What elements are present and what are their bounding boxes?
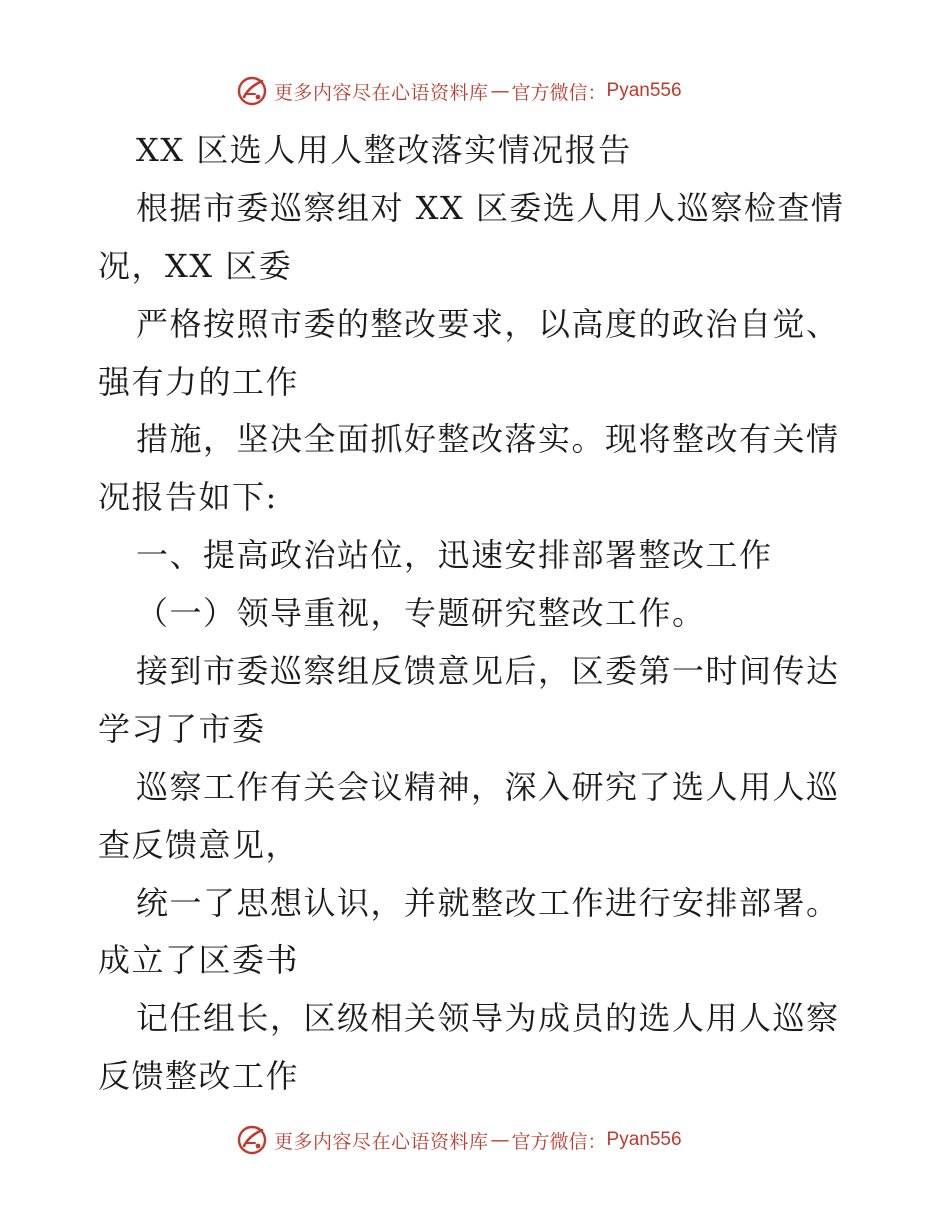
- doc-line: 巡察工作有关会议精神，深入研究了选人用人巡: [136, 767, 840, 806]
- doc-line: 措施，坚决全面抓好整改落实。现将整改有关情: [136, 420, 840, 459]
- watermark-dash: —: [490, 1129, 510, 1151]
- doc-line: 反馈整改工作: [98, 1057, 300, 1096]
- doc-line: 根据市委巡察组对 XX 区委选人用人巡察检查情: [136, 188, 845, 227]
- doc-line: 况，XX 区委: [98, 246, 293, 285]
- doc-line: 强有力的工作: [98, 362, 300, 401]
- document-body: [98, 122, 858, 1106]
- watermark-wechat-id: Pyan556: [606, 1129, 682, 1150]
- watermark-brand-text: 更多内容尽在心语资料库: [274, 81, 489, 104]
- doc-line: 记任组长，区级相关领导为成员的选人用人巡察: [136, 999, 840, 1038]
- doc-line: 严格按照市委的整改要求，以高度的政治自觉、: [136, 304, 840, 343]
- header-watermark: [236, 74, 682, 108]
- watermark-wechat-label: 官方微信：: [511, 81, 607, 104]
- doc-line: 学习了市委: [98, 709, 266, 748]
- doc-line: 统一了思想认识，并就整改工作进行安排部署。: [136, 883, 840, 922]
- watermark-wechat-label: 官方微信：: [511, 1130, 607, 1153]
- watermark-brand-text: 更多内容尽在心语资料库: [274, 1130, 489, 1153]
- doc-line: 一、提高政治站位，迅速安排部署整改工作: [136, 536, 773, 575]
- watermark-dash: —: [490, 80, 510, 102]
- doc-line: 接到市委巡察组反馈意见后，区委第一时间传达: [136, 652, 840, 691]
- doc-line: 况报告如下:: [98, 478, 278, 517]
- doc-line: XX 区选人用人整改落实情况报告: [136, 131, 632, 169]
- watermark-wechat-id: Pyan556: [606, 80, 682, 101]
- doc-line: 成立了区委书: [98, 941, 300, 980]
- doc-line: 查反馈意见，: [98, 825, 300, 864]
- doc-line: （一）领导重视，专题研究整改工作。: [136, 594, 706, 633]
- brand-logo-icon: [236, 1124, 268, 1156]
- footer-watermark: [236, 1123, 682, 1157]
- brand-logo-icon: [236, 75, 268, 107]
